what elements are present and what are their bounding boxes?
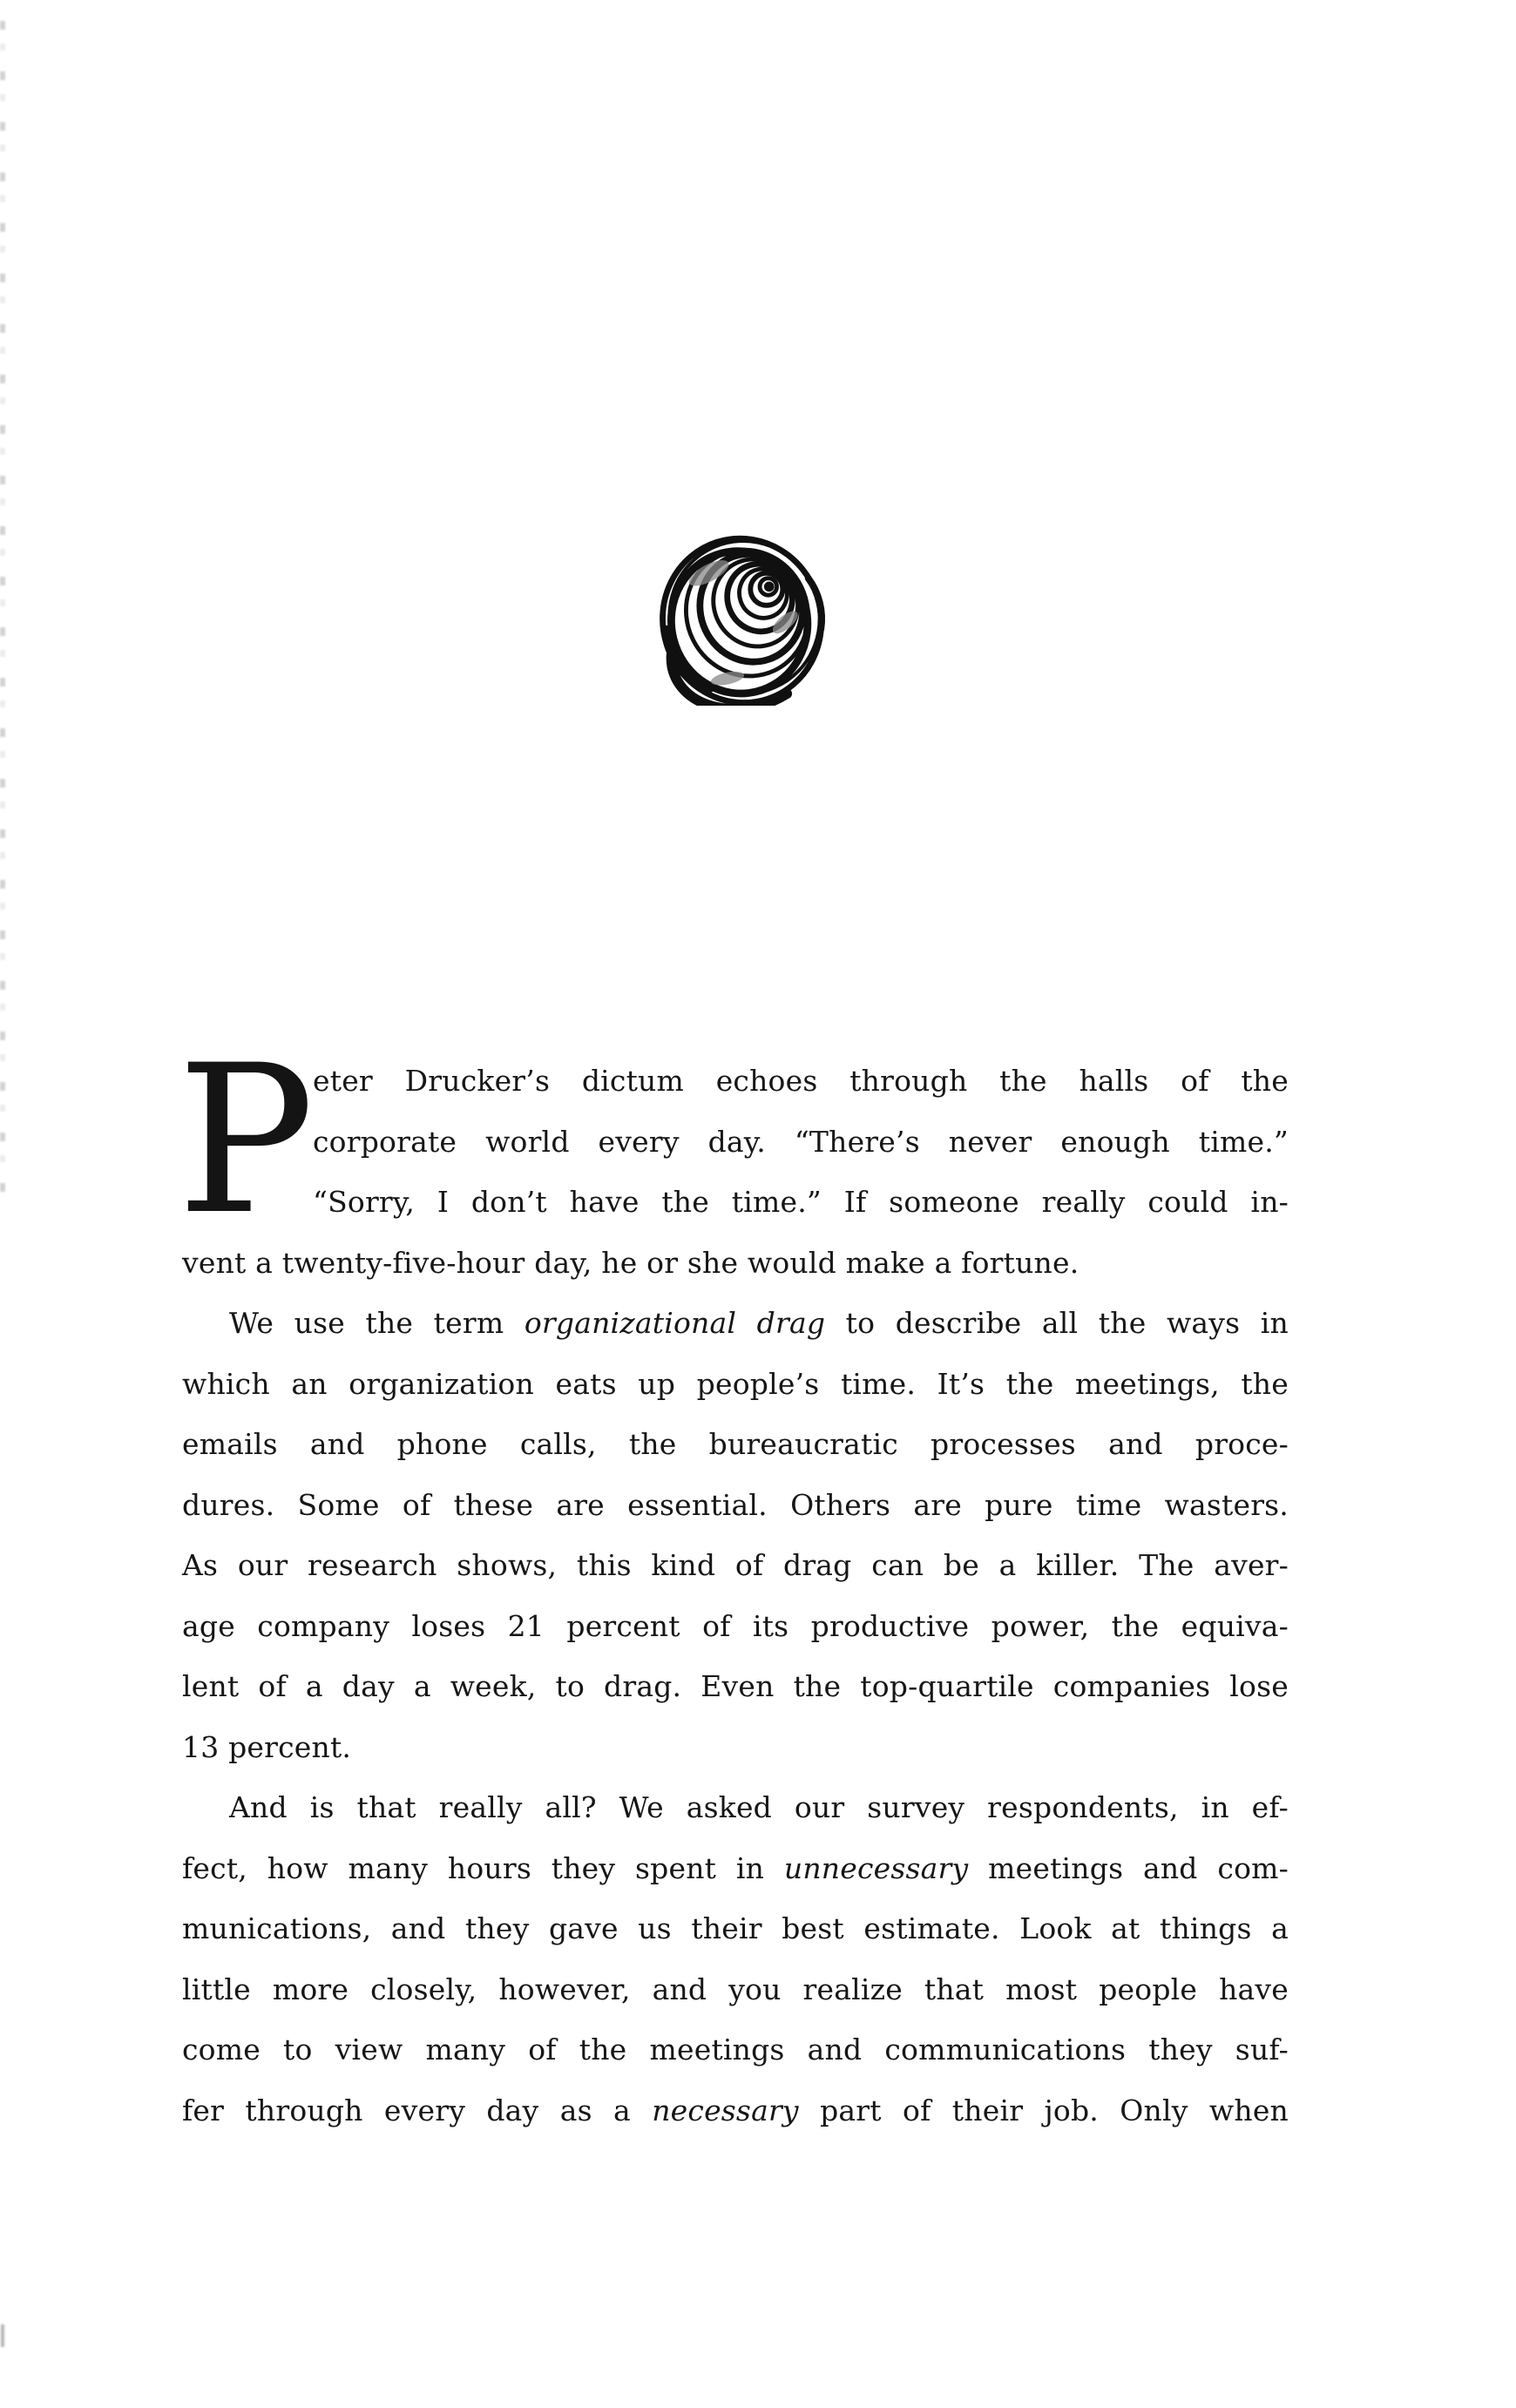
- text-line: [182, 1898, 1289, 1959]
- text-line: [182, 1535, 1289, 1596]
- text-segment: And is that really all? We asked our survey respondents, in ef-: [229, 1790, 1289, 1824]
- text-segment-italic: unnecessary: [783, 1850, 969, 1885]
- text-line: [182, 2019, 1289, 2080]
- text-segment: emails and phone calls, the bureaucratic processes and proce-: [182, 1427, 1289, 1461]
- text-segment: fer through every day as a: [182, 2093, 653, 2127]
- drop-cap: P: [177, 1022, 315, 1260]
- text-line: [182, 1838, 1289, 1899]
- scan-edge-artifact: [0, 21, 5, 1206]
- text-segment: age company loses 21 percent of its productive power, the equiva-: [182, 1608, 1289, 1643]
- scan-speck-artifact: [1, 2324, 4, 2347]
- text-segment: which an organization eats up people’s time. It’s the meetings, the: [182, 1366, 1289, 1401]
- text-line: [182, 1717, 1289, 1778]
- text-segment: eter Drucker’s dictum echoes through the halls of the: [313, 1064, 1289, 1098]
- text-segment: corporate world every day. “There’s never enough time.”: [313, 1124, 1289, 1159]
- text-segment: little more closely, however, and you realize that most people have: [182, 1972, 1289, 2006]
- text-segment: to describe all the ways in: [825, 1306, 1289, 1340]
- text-line: [182, 1293, 1289, 1354]
- text-line: [182, 1475, 1289, 1536]
- text-line: [182, 1354, 1289, 1415]
- body-text: [177, 1022, 1289, 2141]
- text-segment: “Sorry, I don’t have the time.” If someone really could in-: [313, 1185, 1289, 1219]
- text-line: [182, 1414, 1289, 1475]
- text-segment: lent of a day a week, to drag. Even the top-quartile companies lose: [182, 1669, 1289, 1703]
- text-segment: vent a twenty-five-hour day, he or she would make a fortune.: [182, 1245, 1079, 1280]
- text-line: [182, 1777, 1289, 1838]
- text-segment: As our research shows, this kind of drag can be a killer. The aver-: [182, 1548, 1289, 1582]
- text-segment-italic: necessary: [652, 2093, 799, 2127]
- text-segment: fect, how many hours they spent in: [182, 1850, 784, 1885]
- text-segment: part of their job. Only when: [798, 2093, 1289, 2127]
- text-segment: come to view many of the meetings and communications they suf-: [182, 2033, 1289, 2066]
- text-line: [182, 1172, 1289, 1233]
- text-segment: munications, and they gave us their best estimate. Look at things a: [182, 1911, 1289, 1945]
- text-segment: 13 percent.: [182, 1729, 352, 1764]
- text-line: [182, 1656, 1289, 1717]
- text-segment: meetings and com-: [968, 1850, 1289, 1885]
- text-segment-italic: organizational drag: [524, 1306, 826, 1340]
- scribble-sphere-illustration: [660, 527, 829, 706]
- text-line: [182, 1959, 1289, 2020]
- text-line: [182, 1112, 1289, 1173]
- text-line: [182, 1233, 1289, 1294]
- text-line: [182, 1596, 1289, 1657]
- text-line: [182, 2080, 1289, 2141]
- text-segment: We use the term: [229, 1306, 525, 1340]
- text-segment: dures. Some of these are essential. Others are pure time wasters.: [182, 1487, 1289, 1522]
- text-line: [182, 1051, 1289, 1112]
